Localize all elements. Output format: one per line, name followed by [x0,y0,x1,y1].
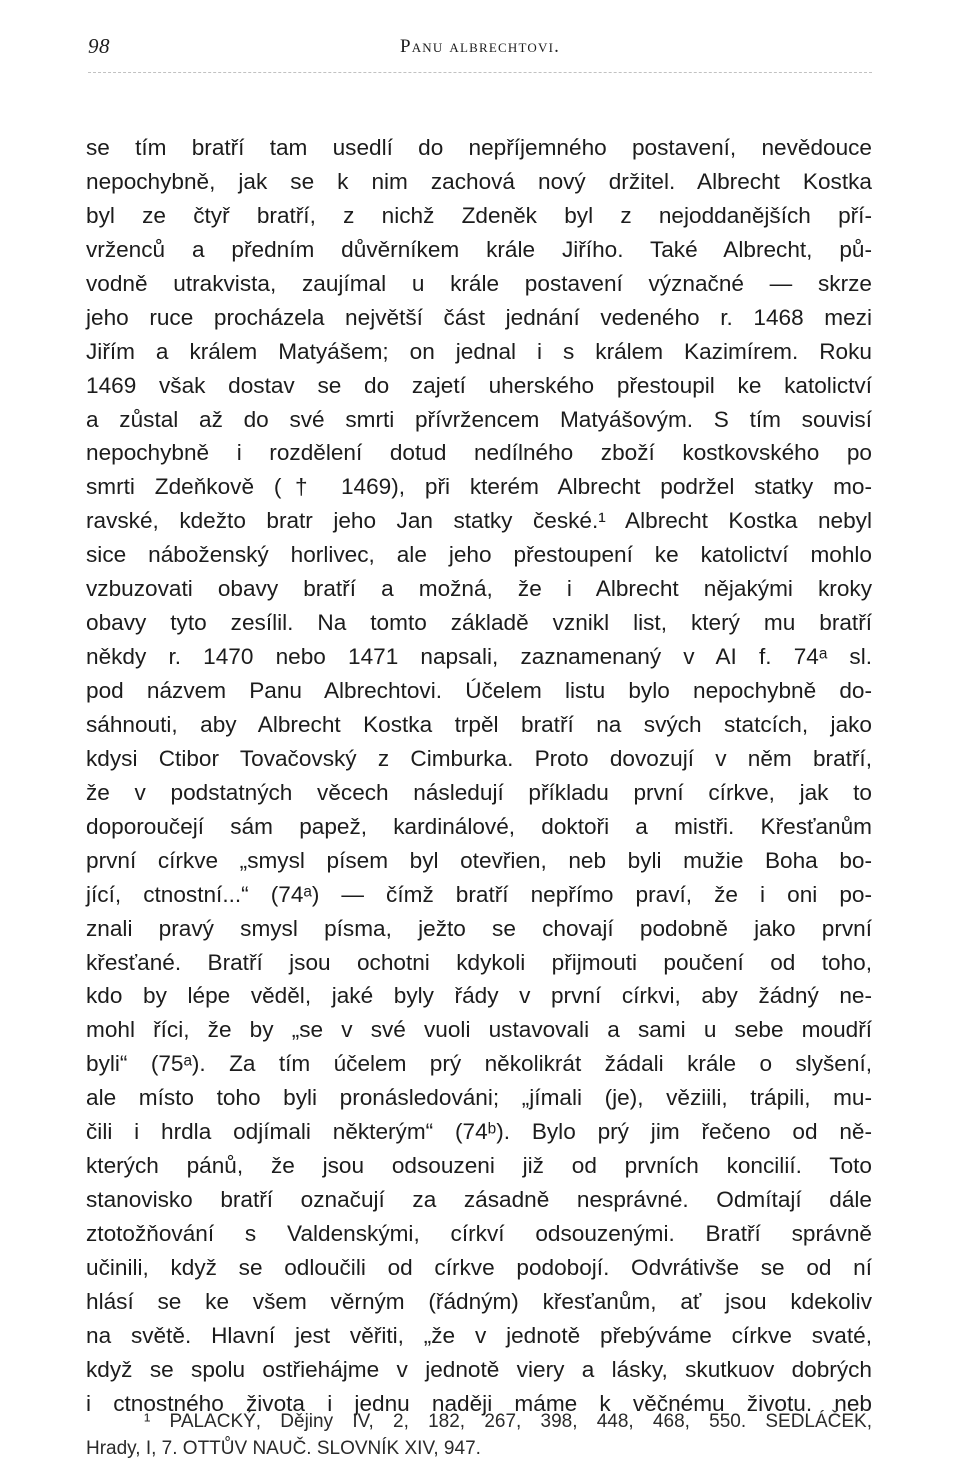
text-line: jeho ruce procházela největší část jednání vedeného r. 1468 mezi [86,304,872,330]
text-line: učinili, když se odloučili od církve podobojí. Odvrátivše se od ní [86,1254,872,1280]
text-line: jící, ctnostní...“ (74ᵃ) — čímž bratří nepřímo praví, že i oni po- [86,881,872,907]
text-line: mohl říci, že by „se v své vuoli ustavovali a sami u sebe moudří [86,1017,872,1043]
footnote [86,1408,872,1462]
text-line: ztotožňování s Valdenskými, církví odsouzenými. Bratří správně [86,1221,872,1246]
text-line: nepochybně, jak se k nim zachová nový držitel. Albrecht Kostka [86,168,872,194]
text-line: sice náboženský horlivec, ale jeho přestoupení ke katolictví mohlo [86,542,872,568]
page-number: 98 [88,34,110,58]
text-line: čili i hrdla odjímali některým“ (74ᵇ). Bylo prý jim řečeno od ně- [86,1119,872,1145]
text-line: když se spolu ostřiehájme v jednotě viery a lásky, skutkuov dobrých [86,1356,872,1382]
text-line: kdysi Ctibor Tovačovský z Cimburka. Proto dovozují v něm bratří, [86,745,872,771]
header-rule [88,72,872,73]
text-line: někdy r. 1470 nebo 1471 napsali, zaznamenaný v AI f. 74ᵃ sl. [86,644,872,670]
text-line: byl ze čtyř bratří, z nichž Zdeněk byl z nejoddanějších pří- [86,202,872,228]
text-line: sáhnouti, aby Albrecht Kostka trpěl bratří na svých statcích, jako [86,711,872,737]
text-line: kterých pánů, že jsou odsouzeni již od prvních koncilií. Toto [86,1153,872,1179]
text-line: se tím bratří tam usedlí do nepříjemného postavení, nevědouce [86,135,872,160]
footnote-line: ¹ PALACKÝ, Dějiny IV, 2, 182, 267, 398, 448, 468, 550. SEDLÁČEK, [144,1411,872,1432]
text-line: pod názvem Panu Albrechtovi. Účelem listu bylo nepochybně do- [86,678,872,703]
text-line: stanovisko bratří označují za zásadně nesprávné. Odmítají dále [86,1187,872,1213]
text-line: první církve „smysl písem byl otevřien, neb byli mužie Boha bo- [86,847,872,873]
text-line: byli“ (75ᵃ). Za tím účelem prý několikrát žádali krále o slyšení, [86,1051,872,1077]
text-line: doporoučejí sám papež, kardinálové, doktoři a mistři. Křesťanům [86,813,872,839]
text-line: že v podstatných věcech následují příkladu první církve, jak to [86,779,872,805]
text-line: ravské, kdežto bratr jeho Jan statky české.¹ Albrecht Kostka nebyl [86,508,872,534]
footnote-line: Hrady, I, 7. OTTŮV NAUČ. SLOVNÍK XIV, 947. [86,1438,481,1459]
text-line: i ctnostného života i jednu naději máme k věčnému životu. neb [86,1390,872,1416]
page-header [88,34,872,70]
text-line: hlásí se ke všem věrným (řádným) křesťanům, ať jsou kdekoliv [86,1288,872,1314]
text-line: křesťané. Bratří jsou ochotni kdykoli přijmouti poučení od toho, [86,949,872,975]
text-line: znali pravý smysl písma, ježto se chovají podobně jako první [86,915,872,941]
text-line: 1469 však dostav se do zajetí uherského přestoupil ke katolictví [86,372,872,398]
text-line: nepochybně i rozdělení dotud nedílného zboží kostkovského po [86,440,872,466]
text-line: vzbuzovati obavy bratří a možná, že i Albrecht nějakými kroky [86,576,872,602]
text-line: kdo by lépe věděl, jaké byly řády v první církvi, aby žádný ne- [86,983,872,1009]
main-text [86,131,872,1421]
text-line: na světě. Hlavní jest věřiti, „že v jednotě přebýváme církve svaté, [86,1322,872,1348]
text-line: vodně utrakvista, zaujímal u krále postavení význačné — skrze [86,270,872,296]
text-line: Jiřím a králem Matyášem; on jednal i s králem Kazimírem. Roku [86,338,872,364]
text-line: vrženců a předním důvěrníkem krále Jiřího. Také Albrecht, pů- [86,236,872,262]
text-line: obavy tyto zesílil. Na tomto základě vznikl list, který mu bratří [86,610,872,636]
text-line: a zůstal až do své smrti přívržencem Matyášovým. S tím souvisí [86,406,872,432]
running-title: Panu albrechtovi. [399,36,561,57]
text-line: smrti Zdeňkově († 1469), při kterém Albrecht podržel statky mo- [86,474,872,500]
text-line: ale místo toho byli pronásledováni; „jímali (je), věziili, trápili, mu- [86,1085,872,1111]
